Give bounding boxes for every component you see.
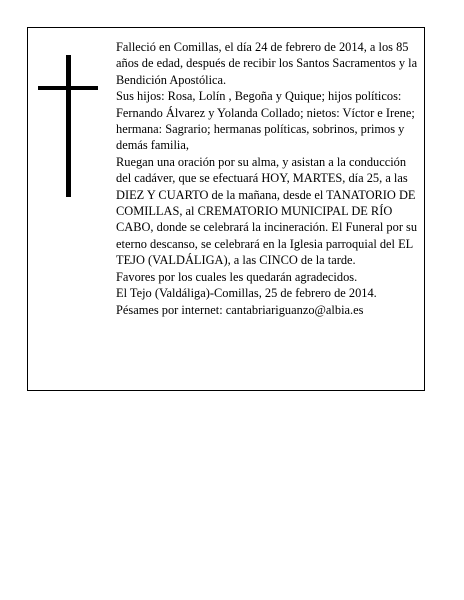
place-date-line: El Tejo (Valdáliga)-Comillas, 25 de febrero de 2014.: [116, 286, 377, 301]
cross-vertical-bar: [66, 55, 71, 197]
obituary-notice: [27, 27, 425, 391]
family-list: Sus hijos: Rosa, Lolín , Begoña y Quique; hijos políticos: Fernando Álvarez y Yolanda Collado; nietos: Víctor e Irene; hermana: Sagrario; hermanas políticas, sobrinos, primos y demás familia,: [116, 89, 415, 153]
condolences-line: Pésames por internet: cantabriariguanzo@albia.es: [116, 302, 364, 317]
funeral-details: Ruegan una oración por su alma, y asistan a la conducción del cadáver, que se efectuará HOY, MARTES, día 25, a las DIEZ Y CUARTO de la mañana, desde el TANATORIO DE COMILLAS, al CREMATORIO MUNICIPAL DE RÍO CABO, donde se celebrará la incineración. El Funeral por su eterno descanso, se celebrará en la Iglesia parroquial del EL TEJO (VALDÁLIGA), a las CINCO de la tarde.: [116, 154, 418, 268]
death-announcement: Falleció en Comillas, el día 24 de febrero de 2014, a los 85 años de edad, después de recibir los Santos Sacramentos y la Bendición Apostólica.: [116, 40, 418, 87]
cross-horizontal-bar: [38, 86, 98, 90]
thanks-line: Favores por los cuales les quedarán agradecidos.: [116, 269, 358, 284]
latin-cross-icon: [38, 55, 98, 197]
obituary-text: [116, 39, 422, 318]
